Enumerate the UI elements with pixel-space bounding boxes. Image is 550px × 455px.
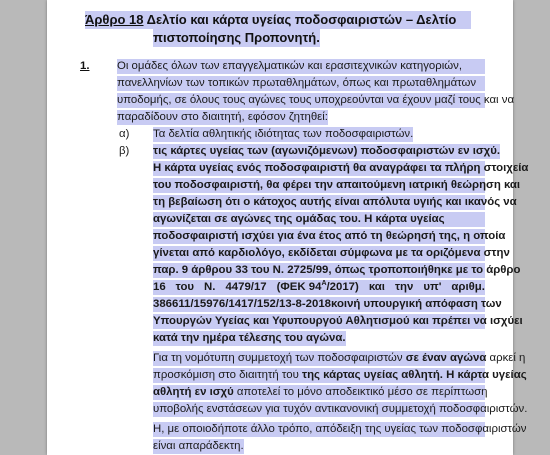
para1-line-3: υποδομής, σε όλους τους αγώνες τους υποχρεούνται να έχουν μαζί τους και να	[117, 94, 515, 106]
para1-line-4: παραδίδουν στο διαιτητή, εφόσον ζητηθεί:	[117, 111, 328, 123]
article-number: Άρθρο 18	[85, 12, 144, 27]
law-reference-line: 16 του Ν. 4479/17 (ΦΕΚ $94^A/2017$) και την υπ' αριθμ.	[153, 280, 485, 293]
item-b-text: τις κάρτες υγείας των (αγωνιζόμενων) ποδοσφαιριστών εν ισχύ.	[153, 145, 501, 157]
bold-line-4: αγωνίζεται σε αγώνες της ομάδας του. Η κάρτα υγείας	[153, 212, 485, 227]
article-title-line-2: πιστοποίησης Προπονητή.	[153, 30, 320, 45]
para2-line-3: αθλητή εν ισχύ αποτελεί το μόνο αποδεικτικό μέσο σε περίπτωση	[153, 386, 488, 398]
para2-line-1: Για τη νομότυπη συμμετοχή των ποδοσφαιριστών σε έναν αγώνα αρκεί η	[153, 352, 526, 364]
article-title-line-1	[85, 11, 471, 29]
decision-line	[153, 297, 502, 312]
para1-line-1: Οι ομάδες όλων των επαγγελματικών και ερασιτεχνικών κατηγοριών,	[117, 59, 485, 74]
para2-line-4: υποβολής ενστάσεων για τυχόν αντικανονική συμμετοχή ποδοσφαιριστών.	[153, 403, 528, 415]
bold2-line-1: Υπουργών Υγείας και Υφυπουργού Αθλητισμού και πρέπει να ισχύει	[153, 315, 523, 327]
bold-line-6: γίνεται από καρδιολόγο, εκδίδεται σύμφωνα με τα οριζόμενα στην	[153, 247, 510, 259]
bold-line-3: τη βεβαίωση ότι ο κάτοχος αυτής είναι απόλυτα υγιής και ικανός να	[153, 196, 517, 208]
section-number: 1.	[80, 60, 90, 72]
item-a-text: Τα δελτία αθλητικής ιδιότητας των ποδοσφαιριστών.	[153, 128, 414, 140]
bold-line-1: Η κάρτα υγείας ενός ποδοσφαιριστή θα αναγράφει τα πλήρη στοιχεία	[153, 162, 529, 174]
para1-line-2: πανελληνίων των τοπικών πρωταθλημάτων, όπως και πρωταθλημάτων	[117, 76, 485, 91]
decision-text: κοινή υπουργική απόφαση των	[331, 298, 502, 310]
para3-line-1: Η, με οποιοδήποτε άλλο τρόπο, απόδειξη της υγείας των ποδοσφαιριστών	[153, 423, 527, 435]
article-title-text: Δελτίο και κάρτα υγείας ποδοσφαιριστών – Δελτίο	[143, 12, 457, 27]
decision-number: 386611/15976/1417/152/13-8-2018	[153, 298, 331, 310]
document-page	[47, 0, 529, 455]
bold-line-5: ποδοσφαιριστή ισχύει για ένα έτος από τη θεώρησή της, η οποία	[153, 230, 506, 242]
item-b-marker: β)	[119, 145, 130, 157]
bold-line-2: του ποδοσφαιριστή, θα φέρει την απαιτούμενη ιατρική θεώρηση και	[153, 179, 521, 191]
item-a-marker: α)	[119, 128, 130, 140]
para3-line-2: είναι απαράδεκτη.	[153, 440, 244, 452]
bold2-line-2: κατά την ημέρα τέλεσης του αγώνα.	[153, 332, 346, 344]
para2-line-2: προσκόμιση στο διαιτητή του της κάρτας υγείας αθλητή. Η κάρτα υγείας	[153, 369, 527, 381]
bold-line-7: παρ. 9 άρθρου 33 του Ν. 2725/99, όπως τροποποιήθηκε με το άρθρο	[153, 264, 521, 276]
